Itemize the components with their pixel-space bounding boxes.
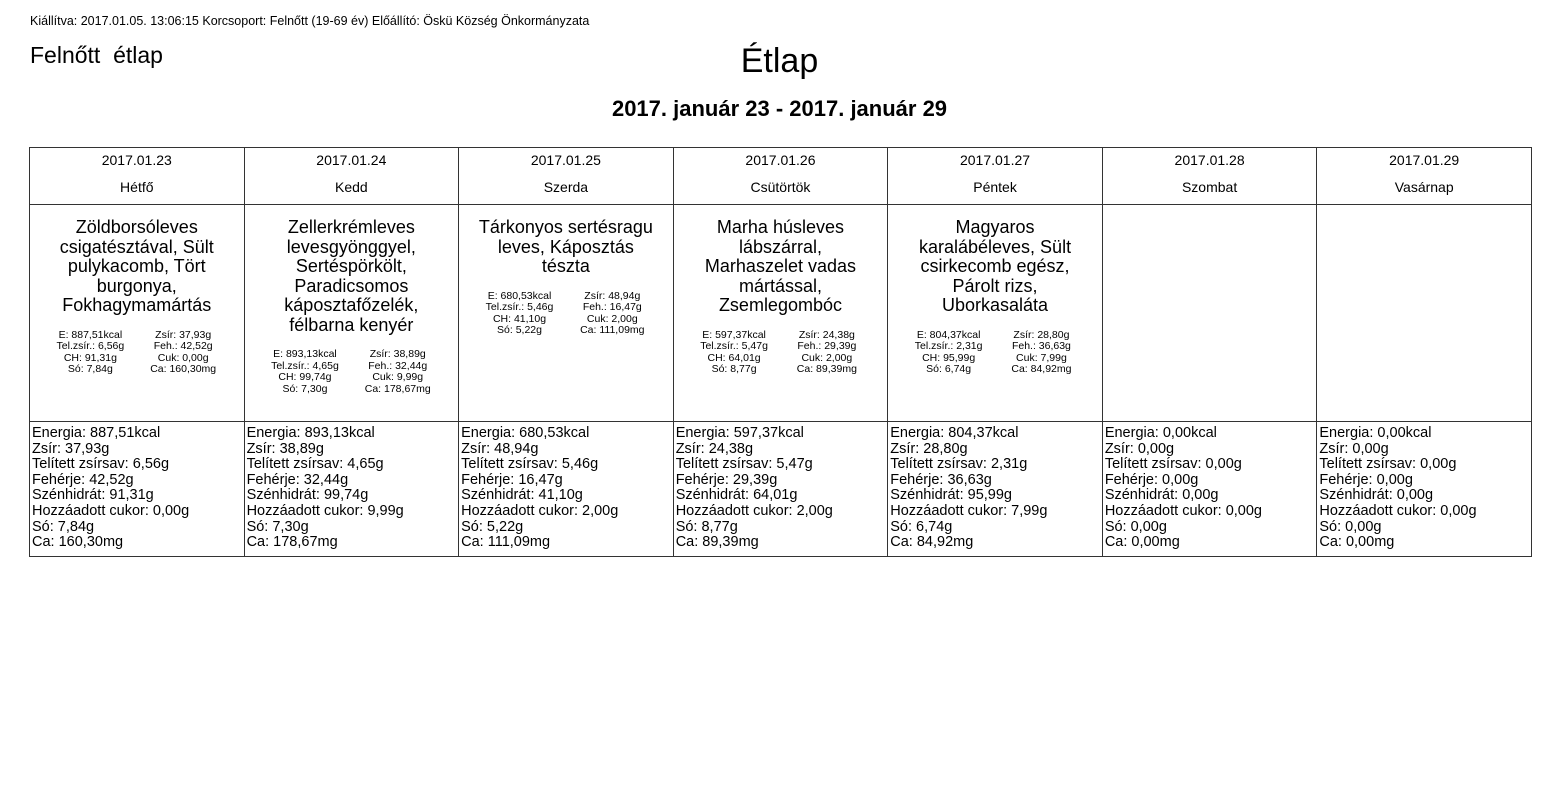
nutrition-added-sugar: Hozzáadott cukor: 2,00g	[675, 502, 833, 519]
nutrition-saturated-fat: Telített zsírsav: 5,46g	[461, 456, 599, 473]
summary-value: Zsír: 48,94g	[584, 289, 641, 302]
nutrition-protein: Fehérje: 16,47g	[461, 471, 563, 488]
summary-value: Tel.zsír.: 5,46g	[485, 301, 554, 313]
nutrition-protein: Fehérje: 36,63g	[890, 471, 992, 488]
summary-value: Feh.: 29,39g	[797, 340, 857, 352]
summary-value: Zsír: 38,89g	[369, 348, 426, 360]
food-cell	[30, 205, 245, 422]
nutrition-carbohydrate: Szénhidrát: 99,74g	[246, 487, 369, 504]
summary-value: Feh.: 16,47g	[582, 301, 642, 313]
day-name: Péntek	[973, 179, 1017, 195]
summary-value: Cuk: 2,00g	[801, 351, 853, 364]
nutrition-cell	[244, 422, 459, 557]
nutrition-protein: Fehérje: 0,00g	[1104, 471, 1199, 488]
food-description: Tárkonyos sertésragu leves, Káposztás tészta	[478, 217, 653, 276]
nutrition-calcium: Ca: 89,39mg	[675, 534, 759, 551]
nutrition-carbohydrate: Szénhidrát: 0,00g	[1319, 487, 1434, 504]
food-description: Zöldborsóleves csigatésztával, Sült pulykacomb, Tört burgonya, Fokhagymamártás	[59, 217, 214, 315]
nutrition-energy: Energia: 893,13kcal	[246, 425, 375, 441]
nutrition-fat: Zsír: 24,38g	[675, 440, 754, 457]
nutrition-energy: Energia: 597,37kcal	[675, 425, 804, 441]
summary-value: Cuk: 9,99g	[372, 371, 424, 383]
nutrition-carbohydrate: Szénhidrát: 64,01g	[675, 487, 798, 504]
summary-value: Cuk: 0,00g	[157, 351, 209, 364]
nutrition-fat: Zsír: 38,89g	[246, 440, 324, 457]
summary-value: Zsír: 37,93g	[155, 328, 212, 341]
summary-value: Só: 8,77g	[711, 363, 757, 375]
nutrition-protein: Fehérje: 0,00g	[1319, 471, 1413, 488]
summary-value: Feh.: 36,63g	[1011, 340, 1071, 352]
nutrition-salt: Só: 5,22g	[461, 518, 524, 535]
nutrition-saturated-fat: Telített zsírsav: 6,56g	[32, 456, 170, 473]
day-header-cell	[30, 148, 245, 205]
day-header-cell	[1102, 148, 1317, 205]
issue-info-line: Kiállítva: 2017.01.05. 13:06:15 Korcsoport: Felnőtt (19-69 év) Előállító: Öskü Község Önkormányzata	[30, 14, 590, 28]
summary-value: Só: 6,74g	[926, 363, 972, 375]
summary-value: Só: 7,30g	[282, 382, 328, 395]
nutrition-saturated-fat: Telített zsírsav: 0,00g	[1104, 456, 1242, 473]
nutrition-carbohydrate: Szénhidrát: 0,00g	[1104, 487, 1219, 504]
food-cell	[459, 205, 674, 422]
nutrition-added-sugar: Hozzáadott cukor: 0,00g	[1319, 502, 1477, 519]
food-cell	[244, 205, 459, 422]
nutrition-fat: Zsír: 0,00g	[1319, 440, 1389, 457]
nutrition-summary	[261, 349, 443, 395]
food-row	[30, 205, 1532, 422]
nutrition-fat: Zsír: 48,94g	[461, 440, 539, 457]
nutrition-added-sugar: Hozzáadott cukor: 2,00g	[461, 502, 619, 519]
nutrition-carbohydrate: Szénhidrát: 95,99g	[890, 487, 1012, 504]
day-name: Kedd	[334, 179, 368, 195]
summary-value: Tel.zsír.: 2,31g	[914, 340, 983, 352]
day-header-cell	[1317, 148, 1532, 205]
summary-value: E: 597,37kcal	[702, 328, 766, 341]
nutrition-protein: Fehérje: 29,39g	[675, 471, 778, 488]
day-date: 2017.01.23	[101, 152, 172, 168]
nutrition-cell	[1102, 422, 1317, 557]
day-header-cell	[673, 148, 888, 205]
day-name: Szerda	[543, 179, 589, 195]
nutrition-carbohydrate: Szénhidrát: 41,10g	[461, 487, 583, 504]
day-date: 2017.01.27	[959, 152, 1031, 168]
nutrition-calcium: Ca: 160,30mg	[32, 534, 124, 551]
nutrition-energy: Energia: 680,53kcal	[461, 425, 590, 441]
nutrition-calcium: Ca: 178,67mg	[246, 534, 338, 551]
nutrition-saturated-fat: Telített zsírsav: 5,47g	[675, 456, 813, 473]
nutrition-saturated-fat: Telített zsírsav: 4,65g	[246, 456, 384, 473]
nutrition-energy: Energia: 0,00kcal	[1319, 425, 1432, 441]
day-header-cell	[459, 148, 674, 205]
nutrition-salt: Só: 0,00g	[1104, 518, 1167, 535]
summary-value: E: 680,53kcal	[487, 289, 552, 302]
food-description: Magyaros karalábéleves, Sült csirkecomb egész, Párolt rizs, Uborkasaláta	[918, 217, 1072, 315]
summary-value: E: 804,37kcal	[916, 328, 981, 341]
nutrition-salt: Só: 6,74g	[890, 518, 953, 535]
nutrition-added-sugar: Hozzáadott cukor: 7,99g	[890, 502, 1048, 519]
food-cell	[888, 205, 1103, 422]
summary-value: Ca: 178,67mg	[364, 382, 431, 395]
summary-value: CH: 64,01g	[707, 351, 761, 364]
summary-value: CH: 95,99g	[922, 351, 976, 364]
summary-value: Tel.zsír.: 4,65g	[271, 359, 339, 372]
food-cell	[673, 205, 888, 422]
nutrition-saturated-fat: Telített zsírsav: 0,00g	[1319, 456, 1457, 473]
nutrition-calcium: Ca: 0,00mg	[1319, 534, 1395, 551]
day-name: Hétfő	[120, 179, 154, 195]
day-name: Csütörtök	[750, 179, 811, 195]
nutrition-energy: Energia: 804,37kcal	[890, 425, 1019, 441]
food-cell-empty	[1317, 205, 1532, 422]
nutrition-added-sugar: Hozzáadott cukor: 9,99g	[246, 502, 404, 519]
day-date: 2017.01.29	[1389, 152, 1460, 168]
summary-value: Zsír: 24,38g	[798, 328, 855, 341]
nutrition-energy: Energia: 887,51kcal	[32, 425, 161, 441]
nutrition-calcium: Ca: 0,00mg	[1104, 534, 1180, 551]
summary-value: Cuk: 2,00g	[586, 312, 638, 325]
day-header-cell	[244, 148, 459, 205]
summary-value: E: 887,51kcal	[58, 328, 123, 341]
nutrition-salt: Só: 8,77g	[675, 518, 738, 535]
nutrition-calcium: Ca: 111,09mg	[461, 534, 551, 551]
summary-value: Zsír: 28,80g	[1013, 328, 1070, 341]
summary-value: Ca: 89,39mg	[796, 363, 857, 375]
nutrition-fat: Zsír: 37,93g	[32, 440, 110, 457]
summary-value: Ca: 160,30mg	[150, 363, 217, 375]
summary-value: Só: 5,22g	[497, 324, 542, 336]
nutrition-saturated-fat: Telített zsírsav: 2,31g	[890, 456, 1028, 473]
nutrition-added-sugar: Hozzáadott cukor: 0,00g	[32, 502, 190, 519]
nutrition-salt: Só: 0,00g	[1319, 518, 1382, 535]
day-date: 2017.01.28	[1174, 152, 1245, 168]
nutrition-protein: Fehérje: 32,44g	[246, 471, 349, 488]
nutrition-cell	[673, 422, 888, 557]
nutrition-cell	[1317, 422, 1532, 557]
nutrition-salt: Só: 7,84g	[32, 518, 95, 535]
summary-value: E: 893,13kcal	[273, 348, 337, 360]
food-cell-empty	[1102, 205, 1317, 422]
nutrition-row	[30, 422, 1532, 557]
summary-value: Tel.zsír.: 6,56g	[56, 340, 125, 352]
day-date: 2017.01.25	[530, 152, 601, 168]
nutrition-summary	[904, 330, 1086, 376]
day-date: 2017.01.26	[745, 152, 816, 168]
menu-category-title: Felnőtt étlap	[30, 42, 163, 68]
page-title: Étlap	[740, 42, 819, 80]
date-range: 2017. január 23 - 2017. január 29	[611, 96, 948, 121]
food-description: Zellerkrémleves levesgyönggyel, Sertéspörkölt, Paradicsomos káposztafőzelék, félbarna kenyér	[284, 217, 419, 335]
nutrition-protein: Fehérje: 42,52g	[32, 471, 134, 488]
summary-value: Ca: 111,09mg	[580, 324, 645, 336]
food-description: Marha húsleves lábszárral, Marhaszelet vadas mártással, Zsemlegombóc	[704, 217, 856, 315]
nutrition-fat: Zsír: 28,80g	[890, 440, 968, 457]
day-header-row	[30, 148, 1532, 205]
day-header-cell	[888, 148, 1103, 205]
nutrition-cell	[30, 422, 245, 557]
nutrition-salt: Só: 7,30g	[246, 518, 309, 535]
nutrition-summary	[690, 330, 872, 376]
summary-value: Tel.zsír.: 5,47g	[700, 340, 768, 352]
nutrition-cell	[459, 422, 674, 557]
nutrition-summary	[475, 291, 657, 337]
day-date: 2017.01.24	[316, 152, 387, 168]
summary-value: Feh.: 32,44g	[368, 359, 428, 372]
summary-value: Ca: 84,92mg	[1011, 363, 1072, 375]
summary-value: Só: 7,84g	[67, 363, 113, 375]
nutrition-energy: Energia: 0,00kcal	[1104, 425, 1217, 441]
day-name: Szombat	[1181, 179, 1238, 195]
summary-value: Feh.: 42,52g	[153, 340, 213, 352]
nutrition-calcium: Ca: 84,92mg	[890, 534, 974, 551]
nutrition-fat: Zsír: 0,00g	[1104, 440, 1175, 457]
nutrition-carbohydrate: Szénhidrát: 91,31g	[32, 487, 154, 504]
summary-value: CH: 99,74g	[278, 371, 332, 383]
summary-value: Cuk: 7,99g	[1016, 351, 1067, 364]
weekly-menu-table	[29, 147, 1532, 557]
nutrition-summary	[46, 330, 228, 376]
summary-value: CH: 91,31g	[63, 351, 117, 364]
nutrition-added-sugar: Hozzáadott cukor: 0,00g	[1104, 502, 1262, 519]
nutrition-cell	[888, 422, 1103, 557]
summary-value: CH: 41,10g	[492, 312, 547, 325]
day-name: Vasárnap	[1394, 179, 1454, 195]
